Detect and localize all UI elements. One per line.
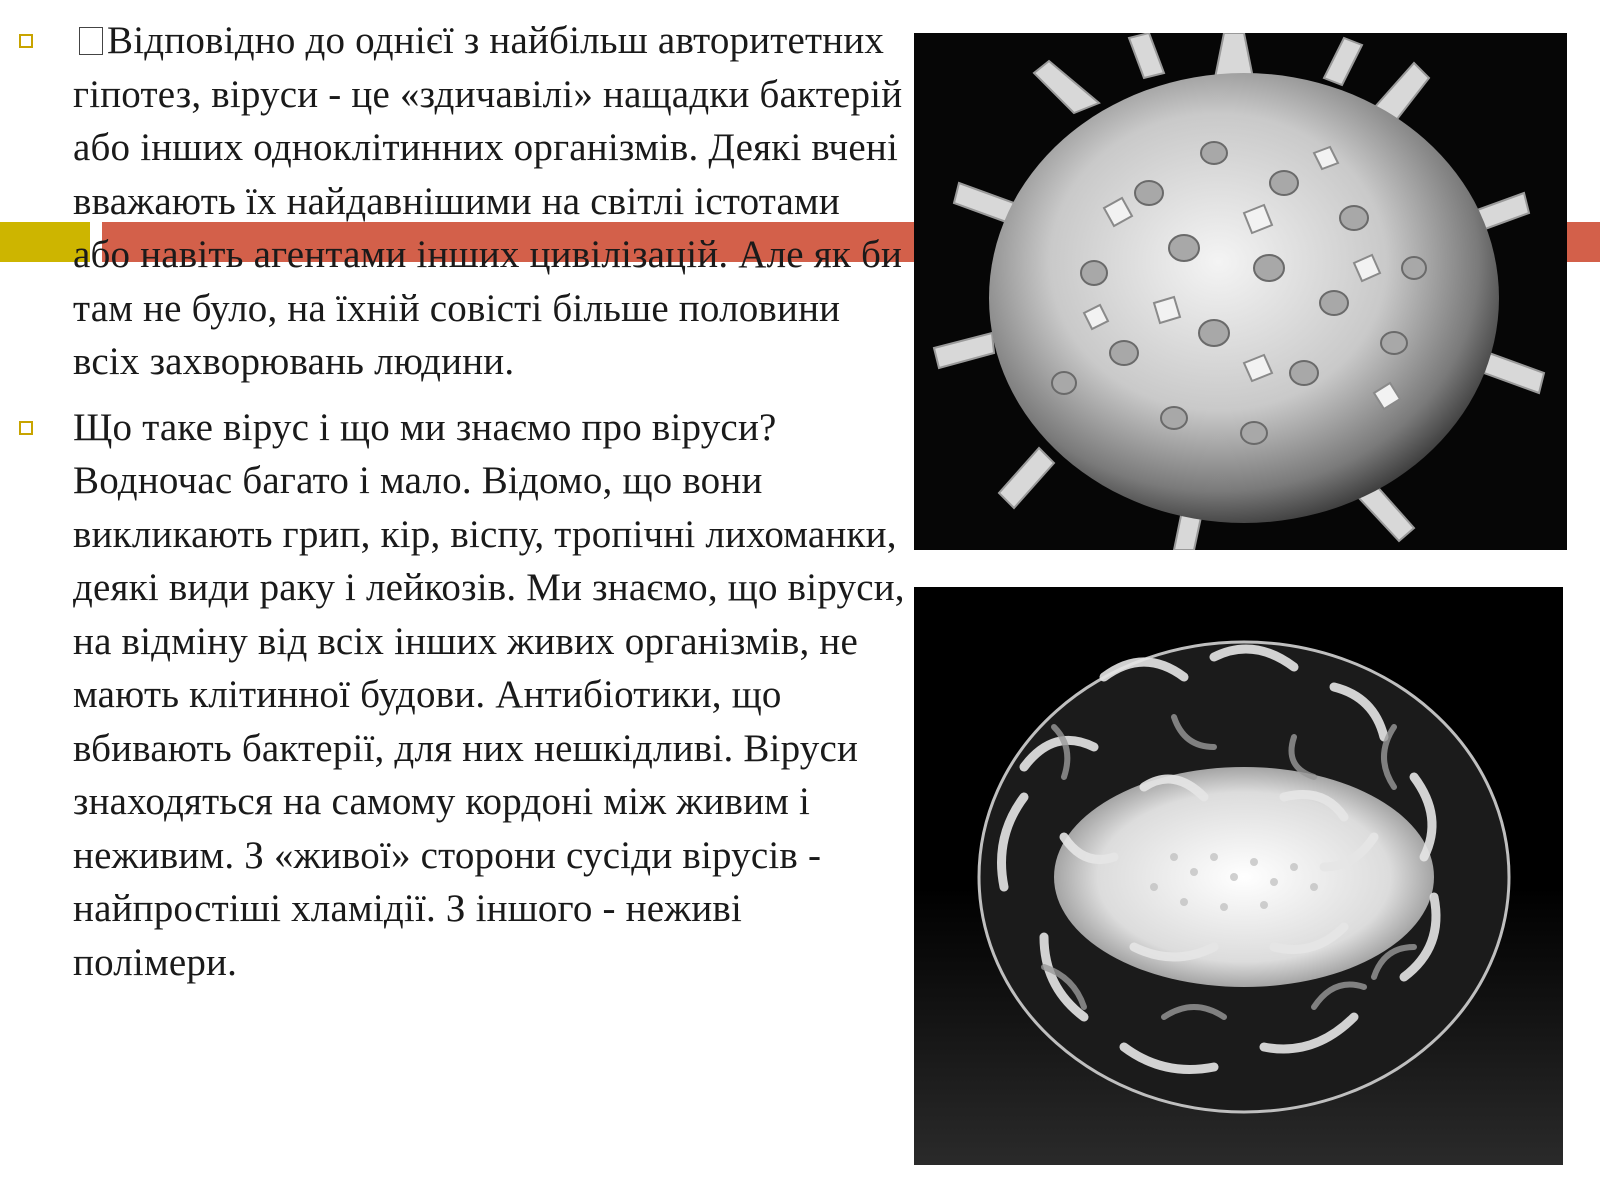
bullet-text: Що таке вірус і що ми знаємо про віруси? Водночас багато і мало. Відомо, що вони викликають грип, кір, віспу, тропічні лихоманки, деякі види раку і лейкозів. Ми знаємо, що віруси, на відміну від всіх інших живих організмів, не мають клітинної будови. Антибіотики, що вбивають бактерії, для них нешкідливі. Віруси знаходяться на самому кордоні між живим і неживим. З «живої» сторони сусіди вірусів - найпростіші хламідії. З іншого - неживі полімери. — [73, 405, 905, 984]
slide-text-area — [0, 14, 905, 1001]
bullet-item — [0, 14, 905, 389]
spiky-sphere-icon — [914, 33, 1567, 550]
virus-model-photo — [914, 33, 1567, 550]
bullet-text: Відповідно до однієї з найбільш авторитетних гіпотез, віруси - це «здичавілі» нащадки бактерій або інших одноклітинних організмів. Деякі вчені вважають їх найдавнішими на світлі істотами або навіть агентами інших цивілізацій. Але як би там не було, на їхній совісті більше половини всіх захворювань людини. — [73, 19, 903, 383]
missing-glyph-icon — [79, 27, 103, 55]
square-bullet-icon — [19, 421, 33, 435]
glass-virus-sculpture-photo — [914, 587, 1563, 1165]
glass-virus-icon — [914, 587, 1563, 1165]
bullet-item — [0, 401, 905, 990]
square-bullet-icon — [19, 34, 33, 48]
